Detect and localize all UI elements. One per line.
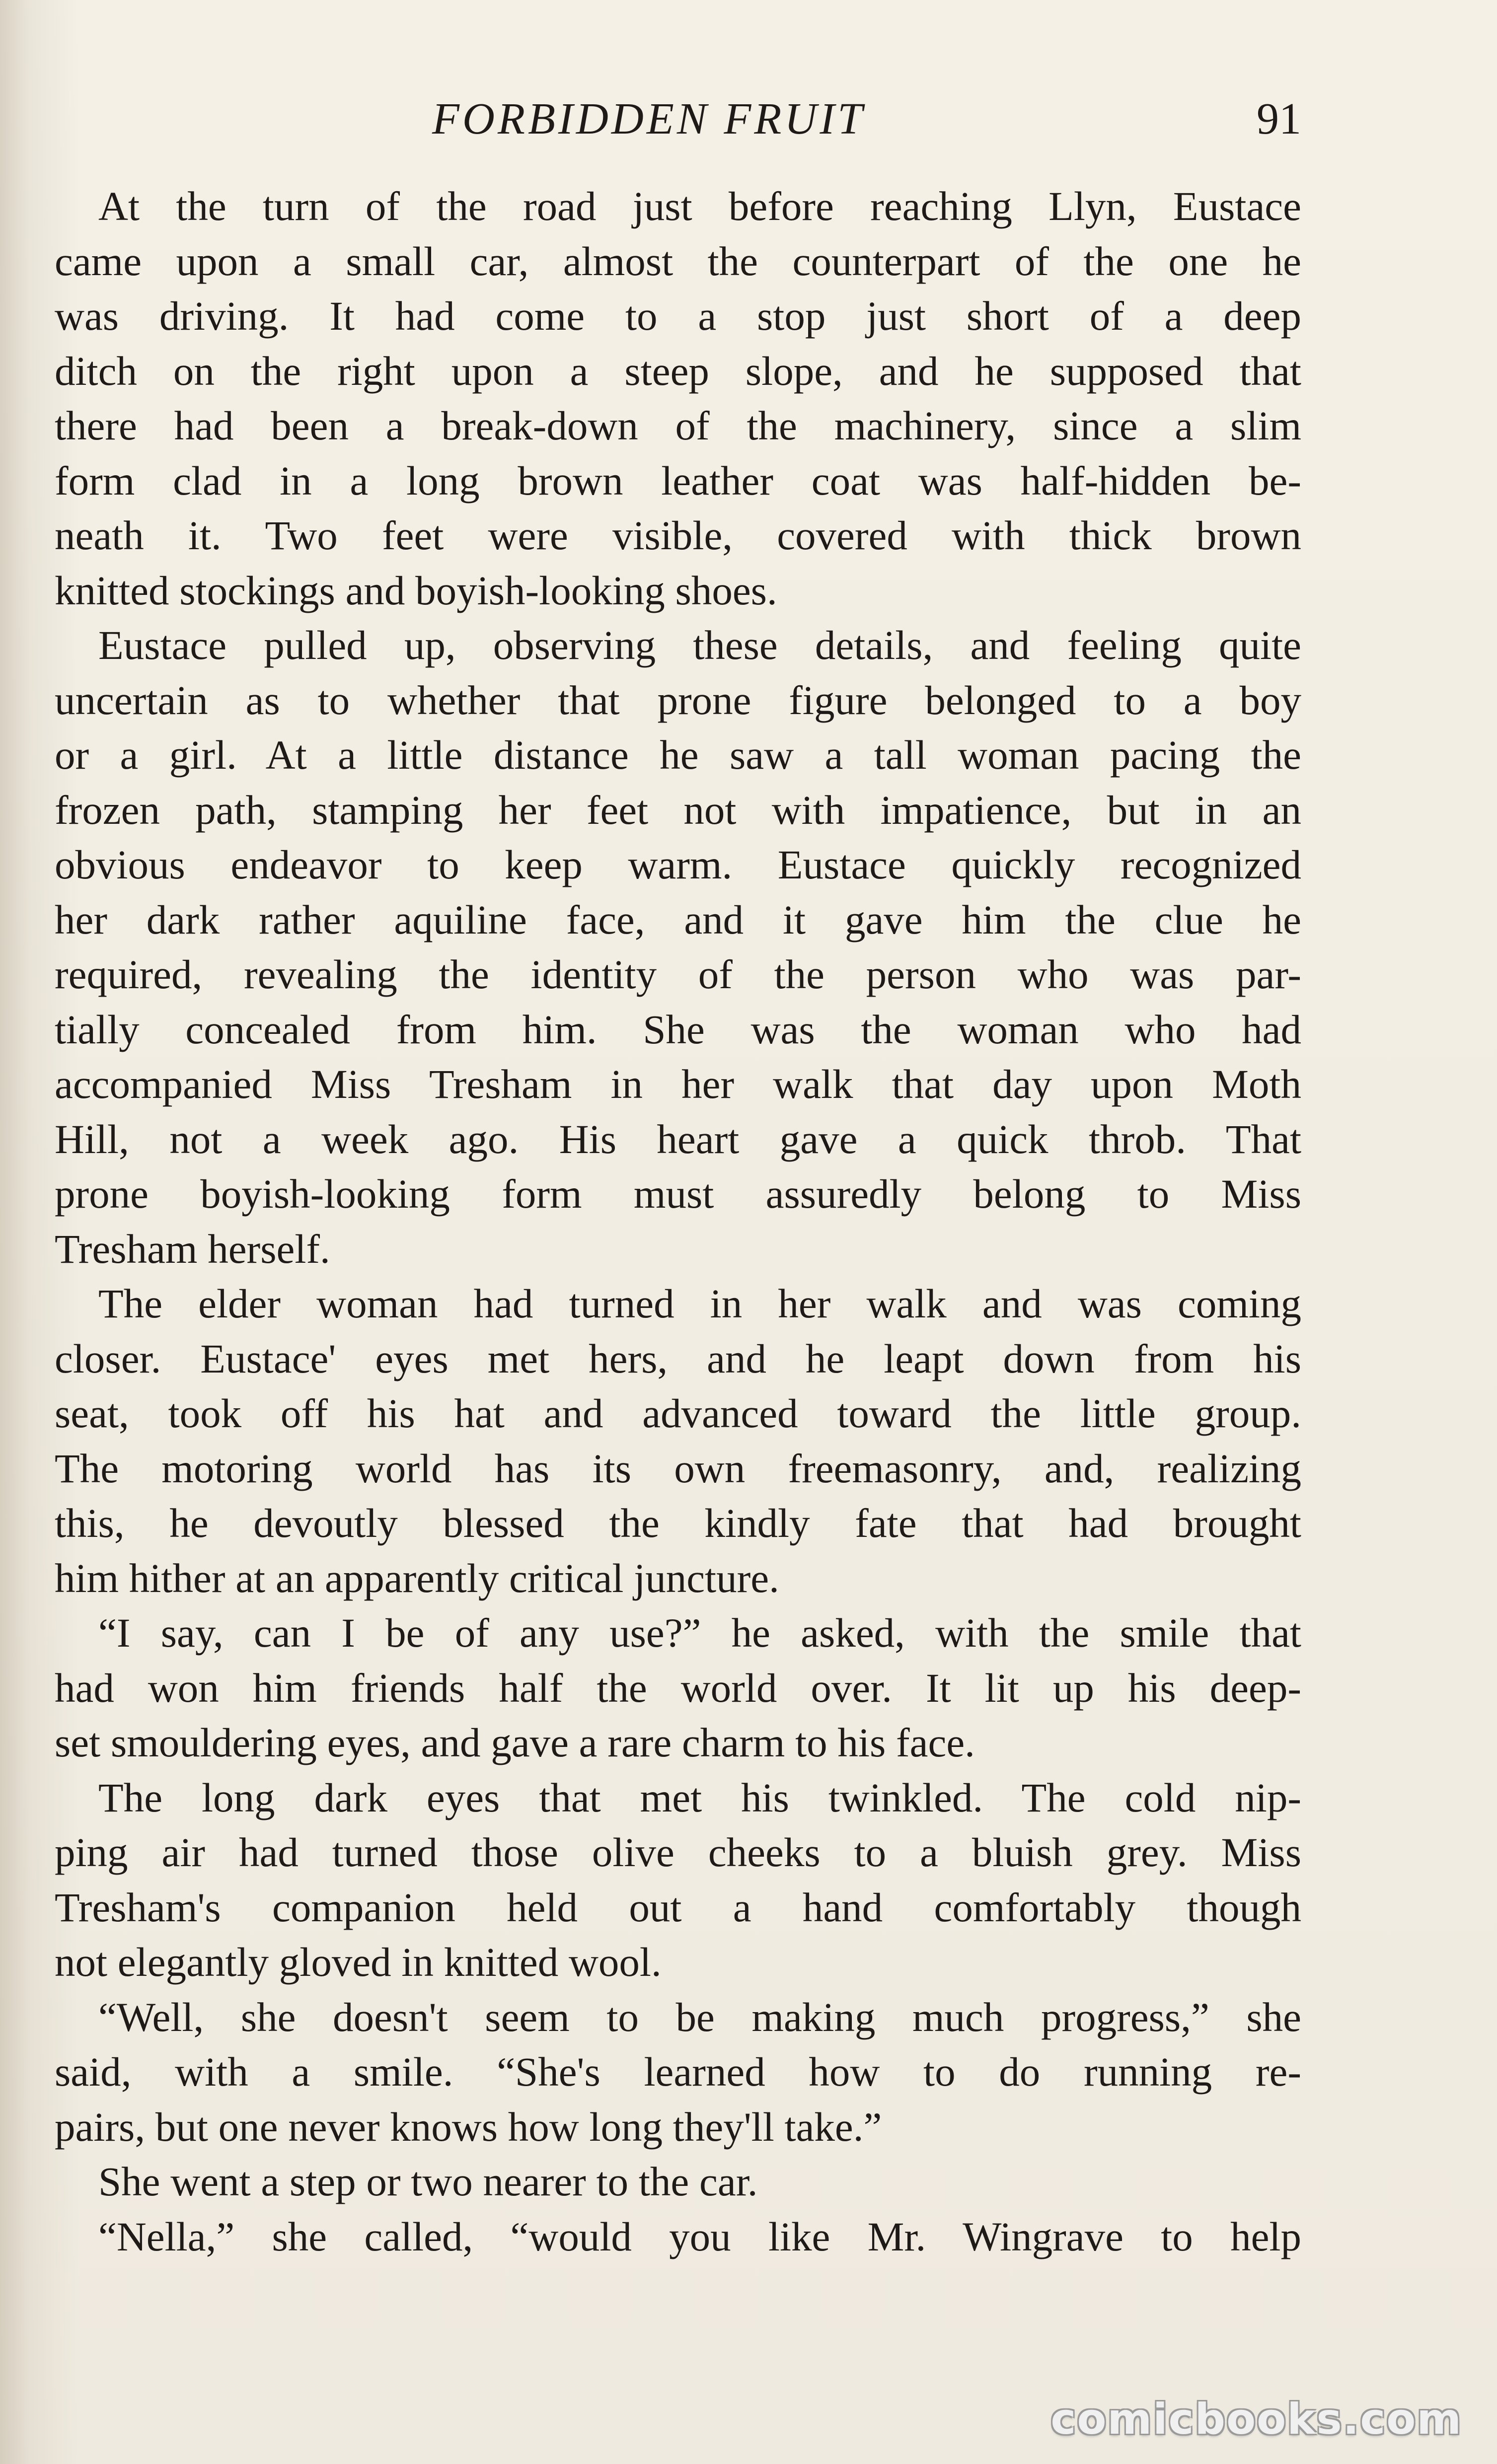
text-line: At the turn of the road just before reaching Llyn, Eustace — [98, 183, 1301, 229]
text-line: required, revealing the identity of the person who was par- — [55, 951, 1301, 997]
text-line: seat, took off his hat and advanced toward the little group. — [55, 1390, 1301, 1436]
text-line: came upon a small car, almost the counterpart of the one he — [55, 238, 1301, 284]
text-line: her dark rather aquiline face, and it gave him the clue he — [55, 896, 1301, 942]
text-line: “Well, she doesn't seem to be making much progress,” she — [98, 1994, 1301, 2040]
text-line: Eustace pulled up, observing these details, and feeling quite — [98, 622, 1301, 668]
text-line: closer. Eustace' eyes met hers, and he leapt down from his — [55, 1335, 1301, 1381]
text-line: not elegantly gloved in knitted wool. — [55, 1939, 662, 1985]
text-line: accompanied Miss Tresham in her walk that day upon Moth — [55, 1061, 1301, 1107]
text-line: She went a step or two nearer to the car. — [98, 2159, 758, 2204]
text-line: Tresham herself. — [55, 1226, 330, 1272]
text-line: prone boyish-looking form must assuredly belong to Miss — [55, 1171, 1301, 1217]
running-title: FORBIDDEN FRUIT — [432, 94, 866, 144]
text-line: “I say, can I be of any use?” he asked, with the smile that — [98, 1610, 1301, 1656]
text-line: was driving. It had come to a stop just short of a deep — [55, 293, 1301, 339]
text-line: Hill, not a week ago. His heart gave a quick throb. That — [55, 1116, 1301, 1162]
text-line: “Nella,” she called, “would you like Mr. Wingrave to help — [98, 2213, 1301, 2259]
text-line: The motoring world has its own freemasonry, and, realizing — [55, 1445, 1301, 1491]
text-line: Tresham's companion held out a hand comfortably though — [55, 1884, 1301, 1930]
text-line: tially concealed from him. She was the woman who had — [55, 1006, 1301, 1052]
text-line: obvious endeavor to keep warm. Eustace quickly recognized — [55, 842, 1301, 887]
text-line: there had been a break-down of the machinery, since a slim — [55, 403, 1301, 448]
text-line: uncertain as to whether that prone figure belonged to a boy — [55, 677, 1301, 723]
text-line: neath it. Two feet were visible, covered with thick brown — [55, 512, 1301, 558]
page-header — [55, 92, 1301, 146]
text-line: or a girl. At a little distance he saw a tall woman pacing the — [55, 732, 1301, 778]
text-line: The long dark eyes that met his twinkled. The cold nip- — [98, 1774, 1301, 1820]
watermark-logo: comicbooks.com — [1050, 2394, 1462, 2444]
text-line: said, with a smile. “She's learned how to do running re- — [55, 2049, 1301, 2095]
text-line: frozen path, stamping her feet not with impatience, but in an — [55, 787, 1301, 833]
text-line: had won him friends half the world over. It lit up his deep- — [55, 1665, 1301, 1711]
text-line: him hither at an apparently critical juncture. — [55, 1555, 779, 1601]
text-line: knitted stockings and boyish-looking shoes. — [55, 567, 777, 613]
text-line: set smouldering eyes, and gave a rare charm to his face. — [55, 1720, 975, 1765]
body-text — [55, 179, 1301, 2264]
text-line: ditch on the right upon a steep slope, and he supposed that — [55, 348, 1301, 394]
text-line: form clad in a long brown leather coat was half-hidden be- — [55, 457, 1301, 504]
text-line: pairs, but one never knows how long they'll take.” — [55, 2103, 882, 2150]
text-line: The elder woman had turned in her walk and was coming — [98, 1281, 1301, 1326]
page-number: 91 — [1257, 94, 1301, 144]
text-line: ping air had turned those olive cheeks to a bluish grey. Miss — [55, 1829, 1301, 1875]
text-line: this, he devoutly blessed the kindly fate that had brought — [55, 1500, 1301, 1546]
